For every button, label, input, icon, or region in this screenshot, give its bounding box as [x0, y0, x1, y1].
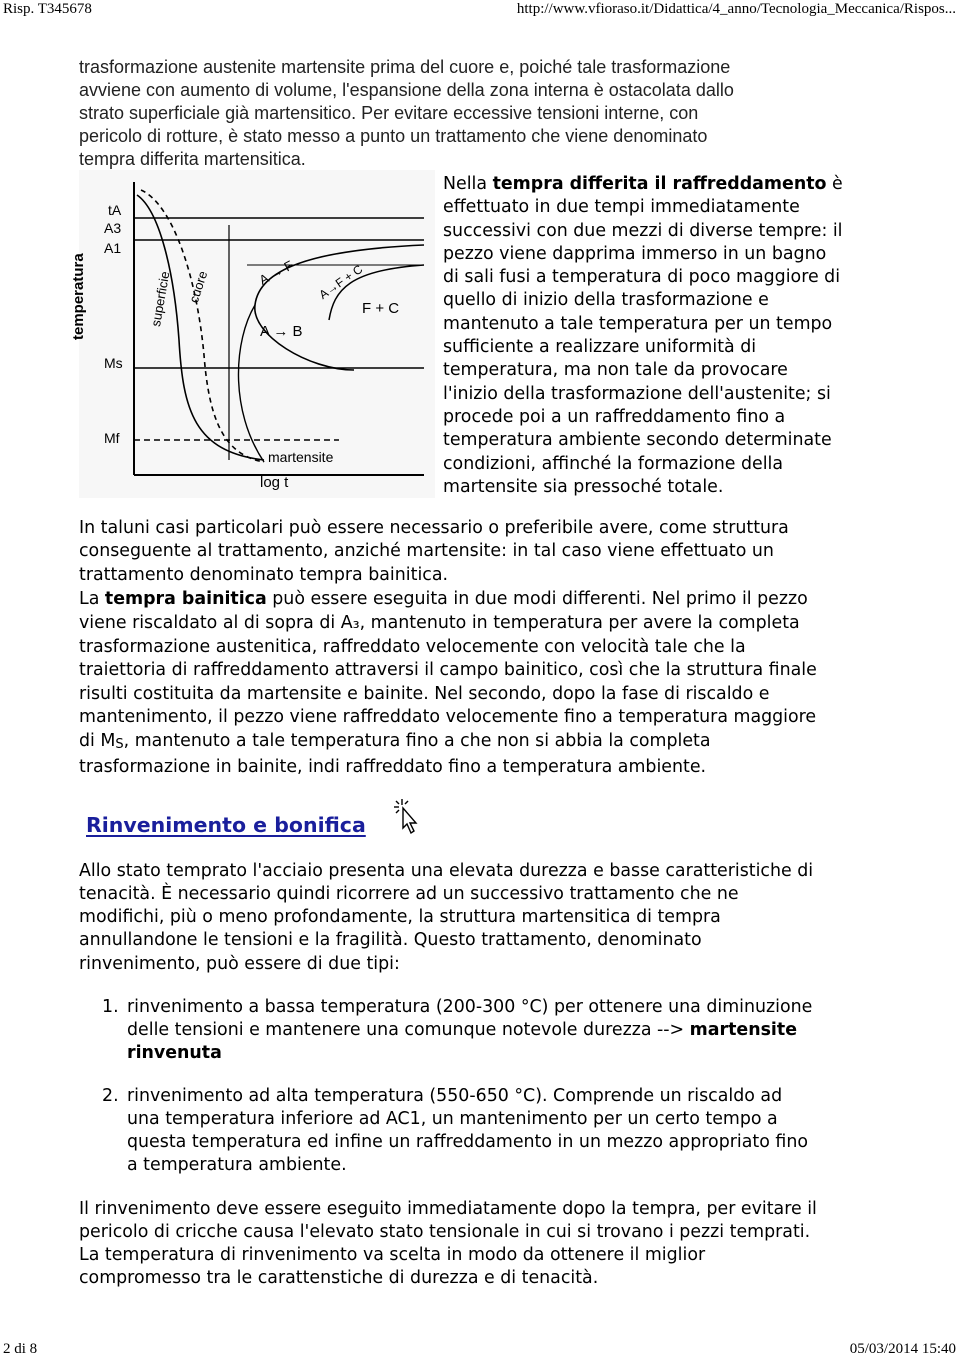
para3-line-5: risulti costituita da martensite e bainite. Nel secondo, dopo la fase di riscaldo e	[79, 684, 770, 704]
para2-line-2: conseguente al trattamento, anziché martensite: in tal caso viene effettuato un	[79, 541, 774, 561]
para4-line-2: tenacità. È necessario quindi ricorrere ad un successivo trattamento che ne	[79, 884, 739, 904]
para2-line-3: trattamento denominato tempra bainitica.	[79, 565, 449, 585]
intro-line-5: tempra differita martensitica.	[79, 149, 306, 169]
para5-line-3: La temperatura di rinvenimento va scelta in modo da ottenere il miglior	[79, 1245, 706, 1265]
figure-region-AB: A → B	[260, 323, 303, 340]
list-item-2-line-4: a temperatura ambiente.	[127, 1155, 347, 1175]
side-line: condizioni, affinché la formazione della	[443, 453, 784, 474]
intro-line-4: pericolo di rotture, è stato messo a punto un trattamento che viene denominato	[79, 126, 708, 146]
intro-line-2: avviene con aumento di volume, l'espansione della zona interna è ostacolata dallo	[79, 80, 734, 100]
tempra-differita-diagram	[79, 170, 435, 498]
list-item-1-line-1: rinvenimento a bassa temperatura (200-300 °C) per ottenere una diminuzione	[127, 997, 813, 1017]
side-line-1: Nella tempra differita il raffreddamento è	[443, 174, 843, 194]
para3-line-3: trasformazione austenitica, raffreddato velocemente con velocità tale che la	[79, 637, 746, 657]
side-line: pezzo viene dapprima immerso in un bagno	[443, 243, 827, 264]
side-line: martensite sia pressoché totale.	[443, 476, 724, 497]
list-item-number: 2.	[102, 1086, 119, 1106]
side-line: mantenuto a tale temperatura per un tempo	[443, 313, 833, 334]
sparkle-cursor-icon	[393, 798, 419, 836]
side-line: temperatura ambiente secondo determinate	[443, 430, 832, 451]
figure-region-AFC: A→F + C	[316, 262, 366, 302]
list-item-2-line-2: una temperatura inferiore ad AC1, un mantenimento per un certo tempo a	[127, 1109, 778, 1129]
list-item-2-line-3: questa temperatura ed infine un raffreddamento in un mezzo appropriato fino	[127, 1132, 808, 1152]
figure-region-AF: A → F	[256, 257, 296, 288]
intro-line-3: strato superficiale già martensitico. Per evitare eccessive tensioni interne, con	[79, 103, 699, 123]
figure-curve-cuore: cuore	[186, 269, 211, 305]
para5-line-1: Il rinvenimento deve essere eseguito immediatamente dopo la tempra, per evitare il	[79, 1199, 817, 1219]
footer-timestamp: 05/03/2014 15:40	[849, 1341, 956, 1357]
side-line: successivi con due mezzi di diverse tempre: il	[443, 220, 843, 241]
figure-level-Ms: Ms	[104, 355, 123, 371]
para3-line-2: viene riscaldato al di sopra di A₃, mantenuto in temperatura per avere la completa	[79, 613, 800, 633]
para3-line-8: trasformazione in bainite, indi raffreddato fino a temperatura ambiente.	[79, 757, 707, 777]
list-item-1-line-3: rinvenuta	[127, 1043, 222, 1063]
intro-line-1: trasformazione austenite martensite prima del cuore e, poiché tale trasformazione	[79, 57, 731, 77]
para3-line-4: traiettoria di raffreddamento attraversi il campo bainitico, così che la struttura finale	[79, 660, 817, 680]
para4-line-1: Allo stato temprato l'acciaio presenta una elevata durezza e basse caratteristiche di	[79, 861, 814, 881]
section-heading-rinvenimento[interactable]: Rinvenimento e bonifica	[86, 813, 366, 837]
figure-level-Mf: Mf	[104, 430, 120, 446]
para3-line-1: La tempra bainitica può essere eseguita in due modi differenti. Nel primo il pezzo	[79, 589, 808, 609]
side-paragraph	[443, 173, 843, 499]
para5-line-4: compromesso tra le carattenstiche di durezza e di tenacità.	[79, 1268, 599, 1288]
para3-line-7: di MS, mantenuto a tale temperatura fino a che non si abbia la completa	[79, 731, 711, 752]
list-item-number: 1.	[102, 997, 119, 1017]
side-line: temperatura, ma non tale da provocare	[443, 360, 788, 381]
figure-level-A1: A1	[104, 240, 122, 256]
figure-curve-superficie: superficie	[148, 270, 173, 328]
para5-line-2: pericolo di cricche causa l'elevato stato tensionale in cui si trovano i pezzi temprati.	[79, 1222, 811, 1242]
side-line: procede poi a un raffreddamento fino a	[443, 406, 786, 427]
side-line: quello di inizio della trasformazione e	[443, 290, 769, 311]
list-item-1-line-2: delle tensioni e mantenere una comunque notevole durezza --> martensite	[127, 1020, 797, 1040]
figure-region-martensite: martensite	[268, 449, 334, 465]
figure-y-label: temperatura	[70, 253, 87, 340]
header-doc-id: Risp. T345678	[3, 1, 92, 17]
header-url[interactable]: http://www.vfioraso.it/Didattica/4_anno/Tecnologia_Meccanica/Rispos...	[516, 1, 956, 17]
para2-line-1: In taluni casi particolari può essere necessario o preferibile avere, come struttura	[79, 518, 789, 538]
figure-x-label: log t	[260, 474, 289, 491]
para4-line-4: annullandone le tensioni e la fragilità. Questo trattamento, denominato	[79, 930, 702, 950]
side-line: sufficiente a realizzare uniformità di	[443, 337, 757, 358]
figure-level-tA: tA	[108, 202, 122, 218]
side-line: l'inizio della trasformazione dell'austenite; si	[443, 383, 831, 404]
side-line: di sali fusi a temperatura di poco maggiore di	[443, 267, 841, 288]
para4-line-3: modifichi, più o meno profondamente, la struttura martensitica di tempra	[79, 907, 721, 927]
para3-line-6: mantenimento, il pezzo viene raffreddato velocemente fino a temperatura maggiore	[79, 707, 817, 727]
figure-region-FC: F + C	[362, 300, 400, 317]
list-item-2-line-1: rinvenimento ad alta temperatura (550-650 °C). Comprende un riscaldo ad	[127, 1086, 783, 1106]
para4-line-5: rinvenimento, può essere di due tipi:	[79, 954, 400, 974]
side-line: effettuato in due tempi immediatamente	[443, 197, 800, 218]
figure-level-A3: A3	[104, 220, 122, 236]
footer-page-number: 2 di 8	[3, 1341, 38, 1357]
